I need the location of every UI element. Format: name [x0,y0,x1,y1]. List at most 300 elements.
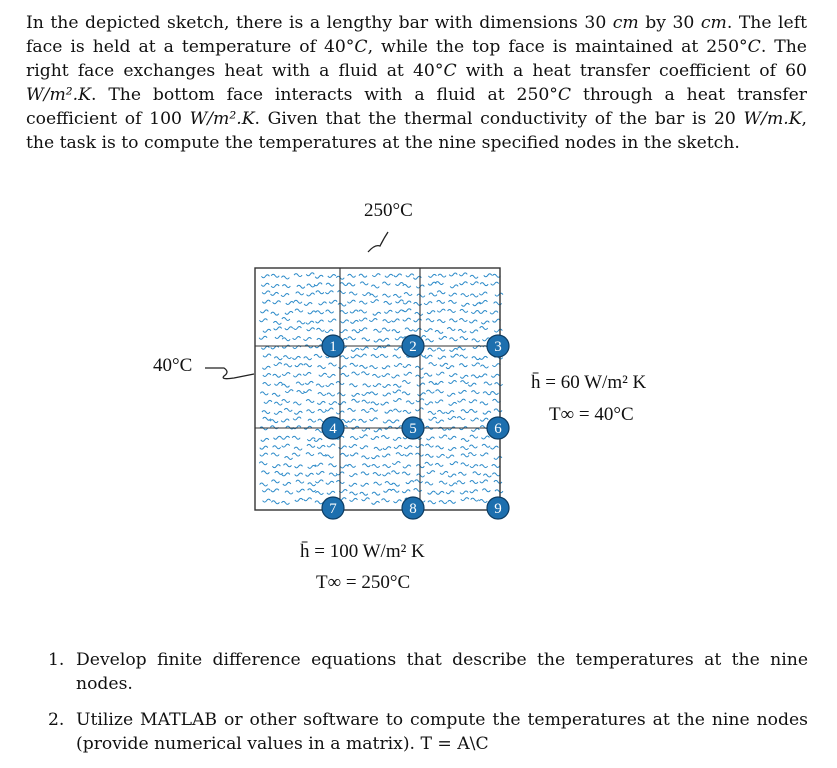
hatch-stroke [271,292,279,295]
hatch-stroke [294,274,302,277]
hatch-stroke [428,348,436,351]
hatch-stroke [470,294,478,297]
hatch-stroke [263,382,271,385]
hatch-stroke [349,384,357,387]
hatch-stroke [448,436,456,439]
hatch-stroke [305,381,313,384]
hatch-stroke [326,481,334,484]
hatch-stroke [361,347,369,350]
hatch-stroke [439,435,447,438]
hatch-stroke [427,311,435,314]
hatch-stroke [447,327,455,330]
task-item-2 [48,708,808,756]
hatch-stroke [350,453,358,456]
hatch-stroke [415,453,423,456]
problem-statement: In the depicted sketch, there is a lengthy bar with dimensions 30 cm by 30 cm. The left face is held at a temperature of 40°C, while the top face is maintained at 250°C. The right face exchanges heat with a fluid at 40°C with a heat transfer coefficient of 60 W/m².K. The bottom face interacts with a fluid at 250°C through a heat transfer coefficient of 100 W/m².K. Given that the thermal conductivity of the bar is 20 W/m.K, the task is to compute the temperatures at the nine specified nodes in the sketch. [26,13,808,153]
hatch-stroke [261,283,269,286]
hatch-stroke [283,482,291,485]
hatch-stroke [470,481,478,484]
hatch-stroke [341,320,349,323]
hatch-stroke [373,312,381,315]
hatch-stroke [429,363,437,366]
hatch-stroke [283,464,291,467]
hatch-stroke [457,417,465,420]
hatch-stroke [307,444,315,447]
hatch-stroke [480,453,488,456]
hatch-stroke [317,401,325,404]
hatch-stroke [382,374,390,377]
hatch-stroke [325,330,333,333]
hatch-stroke [340,311,348,314]
hatch-stroke [293,337,301,340]
node-label: 1 [329,339,337,355]
hatch-stroke [472,357,480,360]
hatch-stroke [469,400,477,403]
hatch-stroke [371,300,379,303]
hatch-stroke [393,399,401,402]
hatch-stroke [428,501,436,504]
hatch-stroke [328,319,336,322]
node-2 [402,335,424,357]
hatch-stroke [383,465,391,468]
hatch-stroke [338,303,346,306]
hatch-stroke [350,320,358,323]
hatch-stroke [403,410,411,413]
hatch-stroke [362,392,370,395]
hatch-stroke [340,465,348,468]
hatch-stroke [424,329,432,332]
hatch-stroke [435,400,443,403]
hatch-stroke [338,402,346,405]
hatch-stroke [479,300,487,303]
hatch-stroke [392,330,400,333]
hatch-stroke [281,294,289,297]
hatch-stroke [448,309,456,312]
grid-lines [255,268,500,510]
hatch-stroke [293,327,301,330]
hatch-stroke [490,311,498,314]
hatch-stroke [362,428,370,431]
hatch-stroke [403,364,411,367]
hatch-stroke [282,436,290,439]
hatch-stroke [415,480,423,483]
hatch-stroke [439,501,447,504]
hatch-stroke [349,483,357,486]
hatch-stroke [262,489,270,492]
hatch-stroke [370,392,378,395]
hatch-stroke [403,309,411,312]
hatch-stroke [461,454,469,457]
hatch-stroke [448,474,456,477]
hatch-stroke [297,285,305,288]
hatch-stroke [381,499,389,502]
hatch-stroke [352,330,360,333]
hatch-stroke [351,348,359,351]
hatch-stroke [329,300,337,303]
node-9 [487,497,509,519]
hatch-stroke [314,283,322,286]
hatch-stroke [372,465,380,468]
right-h-label: h̄ = 60 W/m² K [531,372,647,393]
hatch-stroke [428,274,436,277]
node-8 [402,497,424,519]
hatch-stroke [329,402,337,405]
hatch-stroke [272,465,280,468]
hatch-stroke [270,420,278,423]
hatch-stroke [374,447,382,450]
hatch-stroke [393,409,401,412]
hatch-pattern [259,273,503,505]
hatch-stroke [381,338,389,341]
hatch-stroke [483,411,491,414]
hatch-stroke [425,402,433,405]
hatch-stroke [492,464,500,467]
hatch-stroke [494,329,502,332]
hatch-stroke [292,436,300,439]
hatch-stroke [461,498,469,501]
hatch-stroke [395,337,403,340]
hatch-stroke [337,393,345,396]
hatch-stroke [286,302,294,305]
hatch-stroke [292,453,300,456]
hatch-stroke [426,390,434,393]
hatch-stroke [370,418,378,421]
hatch-stroke [348,337,356,340]
hatch-stroke [495,383,503,386]
hatch-stroke [316,471,324,474]
hatch-stroke [271,284,279,287]
hatch-stroke [281,501,289,504]
node-6 [487,417,509,439]
hatch-stroke [437,454,445,457]
hatch-stroke [374,347,382,350]
hatch-stroke [273,321,281,324]
hatch-stroke [495,293,503,296]
hatch-stroke [435,463,443,466]
hatch-stroke [383,393,391,396]
hatch-stroke [383,420,391,423]
hatch-stroke [369,366,377,369]
hatch-stroke [449,381,457,384]
hatch-stroke [260,483,268,486]
hatch-stroke [314,354,322,357]
hatch-stroke [261,438,269,441]
hatch-stroke [471,418,479,421]
hatch-stroke [394,347,402,350]
hatch-stroke [458,329,466,332]
hatch-stroke [440,363,448,366]
hatch-stroke [340,330,348,333]
hatch-stroke [319,302,327,305]
hatch-stroke [403,284,411,287]
hatch-stroke [260,446,268,449]
hatch-stroke [382,328,390,331]
hatch-stroke [263,329,271,332]
hatch-stroke [347,300,355,303]
hatch-stroke [284,364,292,367]
hatch-stroke [461,303,469,306]
hatch-stroke [294,447,302,450]
hatch-stroke [329,473,337,476]
hatch-stroke [449,374,457,377]
hatch-stroke [352,399,360,402]
hatch-stroke [350,492,358,495]
task-text: Develop finite difference equations that describe the temperatures at the nine nodes. [76,650,808,694]
hatch-stroke [449,483,457,486]
hatch-stroke [308,311,316,314]
hatch-stroke [326,310,334,313]
hatch-stroke [352,372,360,375]
hatch-stroke [470,465,478,468]
hatch-stroke [483,392,491,395]
hatch-stroke [479,292,487,295]
hatch-stroke [308,419,316,422]
hatch-stroke [404,372,412,375]
hatch-stroke [285,327,293,330]
hatch-stroke [295,364,303,367]
hatch-stroke [263,417,271,420]
hatch-stroke [294,411,302,414]
hatch-stroke [484,274,492,277]
hatch-stroke [303,372,311,375]
hatch-stroke [350,310,358,313]
node-label: 6 [494,421,502,437]
hatch-stroke [285,456,293,459]
hatch-stroke [282,444,290,447]
hatch-stroke [437,348,445,351]
hatch-stroke [405,453,413,456]
hatch-stroke [437,309,445,312]
hatch-stroke [306,273,314,276]
hatch-stroke [307,410,315,413]
task-text: Utilize MATLAB or other software to compute the temperatures at the nine nodes (provide numerical values in a matrix). T = A\C [76,710,808,754]
hatch-stroke [305,473,313,476]
hatch-stroke [459,364,467,367]
hatch-stroke [394,445,402,448]
hatch-stroke [448,447,456,450]
hatch-stroke [308,489,316,492]
hatch-stroke [373,384,381,387]
hatch-stroke [490,446,498,449]
hatch-stroke [436,491,444,494]
hatch-stroke [479,374,487,377]
hatch-stroke [483,474,491,477]
hatch-stroke [316,384,324,387]
hatch-stroke [372,492,380,495]
hatch-stroke [492,274,500,277]
hatch-stroke [396,453,404,456]
hatch-stroke [472,363,480,366]
hatch-stroke [457,347,465,350]
hatch-stroke [403,465,411,468]
hatch-stroke [383,489,391,492]
hatch-stroke [458,399,466,402]
hatch-stroke [271,312,279,315]
hatch-stroke [491,282,499,285]
hatch-stroke [392,462,400,465]
hatch-stroke [480,283,488,286]
hatch-stroke [315,275,323,278]
hatch-stroke [426,319,434,322]
hatch-stroke [458,390,466,393]
task-item-1 [48,648,808,696]
hatch-stroke [259,462,267,465]
hatch-stroke [382,282,390,285]
hatch-stroke [297,390,305,393]
hatch-stroke [372,374,380,377]
hatch-stroke [295,309,303,312]
hatch-stroke [359,274,367,277]
hatch-stroke [438,274,446,277]
top-temp-label: 250°C [364,200,413,221]
hatch-stroke [370,408,378,411]
hatch-stroke [259,319,267,322]
hatch-stroke [272,393,280,396]
hatch-stroke [427,437,435,440]
hatch-stroke [480,465,488,468]
hatch-stroke [451,354,459,357]
top-leader-line [368,232,388,252]
hatch-stroke [260,453,268,456]
hatch-stroke [393,390,401,393]
hatch-stroke [402,392,410,395]
hatch-stroke [471,428,479,431]
hatch-stroke [393,384,401,387]
hatch-stroke [406,481,414,484]
hatch-stroke [350,363,358,366]
hatch-stroke [383,320,391,323]
hatch-stroke [415,366,423,369]
hatch-stroke [359,328,367,331]
hatch-stroke [459,282,467,285]
hatch-stroke [495,490,503,493]
hatch-stroke [260,392,268,395]
hatch-stroke [307,293,315,296]
hatch-stroke [380,354,388,357]
hatch-stroke [371,285,379,288]
hatch-stroke [296,480,304,483]
hatch-stroke [325,291,333,294]
hatch-stroke [459,273,467,276]
hatch-stroke [296,292,304,295]
hatch-stroke [393,437,401,440]
hatch-stroke [264,400,272,403]
hatch-stroke [418,393,426,396]
hatch-stroke [306,321,314,324]
hatch-stroke [425,462,433,465]
hatch-stroke [494,409,502,412]
hatch-stroke [359,318,367,321]
hatch-stroke [362,400,370,403]
hatch-stroke [362,338,370,341]
hatch-stroke [439,336,447,339]
hatch-stroke [468,383,476,386]
node-label: 2 [409,339,417,355]
hatch-stroke [326,384,334,387]
hatch-stroke [385,274,393,277]
hatch-stroke [308,465,316,468]
hatch-stroke [428,282,436,285]
hatch-stroke [436,446,444,449]
hatch-stroke [428,491,436,494]
hatch-stroke [438,356,446,359]
hatch-stroke [469,320,477,323]
hatch-stroke [381,402,389,405]
hatch-stroke [274,363,282,366]
node-label: 5 [409,421,417,437]
hatch-stroke [293,417,301,420]
hatch-stroke [480,402,488,405]
hatch-stroke [275,336,283,339]
hatch-stroke [448,500,456,503]
node-1 [322,335,344,357]
hatch-stroke [491,374,499,377]
hatch-stroke [460,355,468,358]
hatch-stroke [347,283,355,286]
hatch-stroke [316,311,324,314]
hatch-stroke [424,302,432,305]
hatch-stroke [460,381,468,384]
hatch-stroke [352,393,360,396]
hatch-stroke [308,483,316,486]
hatch-stroke [371,355,379,358]
hatch-stroke [382,366,390,369]
hatch-stroke [479,310,487,313]
hatch-stroke [468,453,476,456]
hatch-stroke [295,498,303,501]
hatch-stroke [391,489,399,492]
hatch-stroke [425,454,433,457]
hatch-stroke [470,275,478,278]
hatch-stroke [263,499,271,502]
hatch-stroke [275,471,283,474]
hatch-stroke [318,409,326,412]
hatch-stroke [295,473,303,476]
hatch-stroke [435,330,443,333]
hatch-stroke [315,480,323,483]
hatch-stroke [460,337,468,340]
hatch-stroke [372,501,380,504]
hatch-stroke [362,498,370,501]
hatch-stroke [381,436,389,439]
hatch-stroke [326,455,334,458]
hatch-stroke [285,311,293,314]
hatch-stroke [480,418,488,421]
hatch-stroke [393,355,401,358]
hatch-stroke [449,293,457,296]
hatch-stroke [263,354,271,357]
hatch-stroke [274,411,282,414]
hatch-stroke [273,301,281,304]
task-list [48,648,808,768]
hatch-stroke [382,454,390,457]
hatch-stroke [359,419,367,422]
hatch-stroke [350,437,358,440]
hatch-stroke [460,375,468,378]
hatch-stroke [396,300,404,303]
hatch-stroke [327,444,335,447]
hatch-stroke [480,480,488,483]
right-tinf-label: T∞ = 40°C [549,404,634,425]
hatch-stroke [471,375,479,378]
hatch-stroke [439,481,447,484]
hatch-stroke [395,310,403,313]
hatch-stroke [328,363,336,366]
hatch-stroke [361,372,369,375]
hatch-stroke [341,453,349,456]
hatch-stroke [273,446,281,449]
hatch-stroke [319,373,327,376]
